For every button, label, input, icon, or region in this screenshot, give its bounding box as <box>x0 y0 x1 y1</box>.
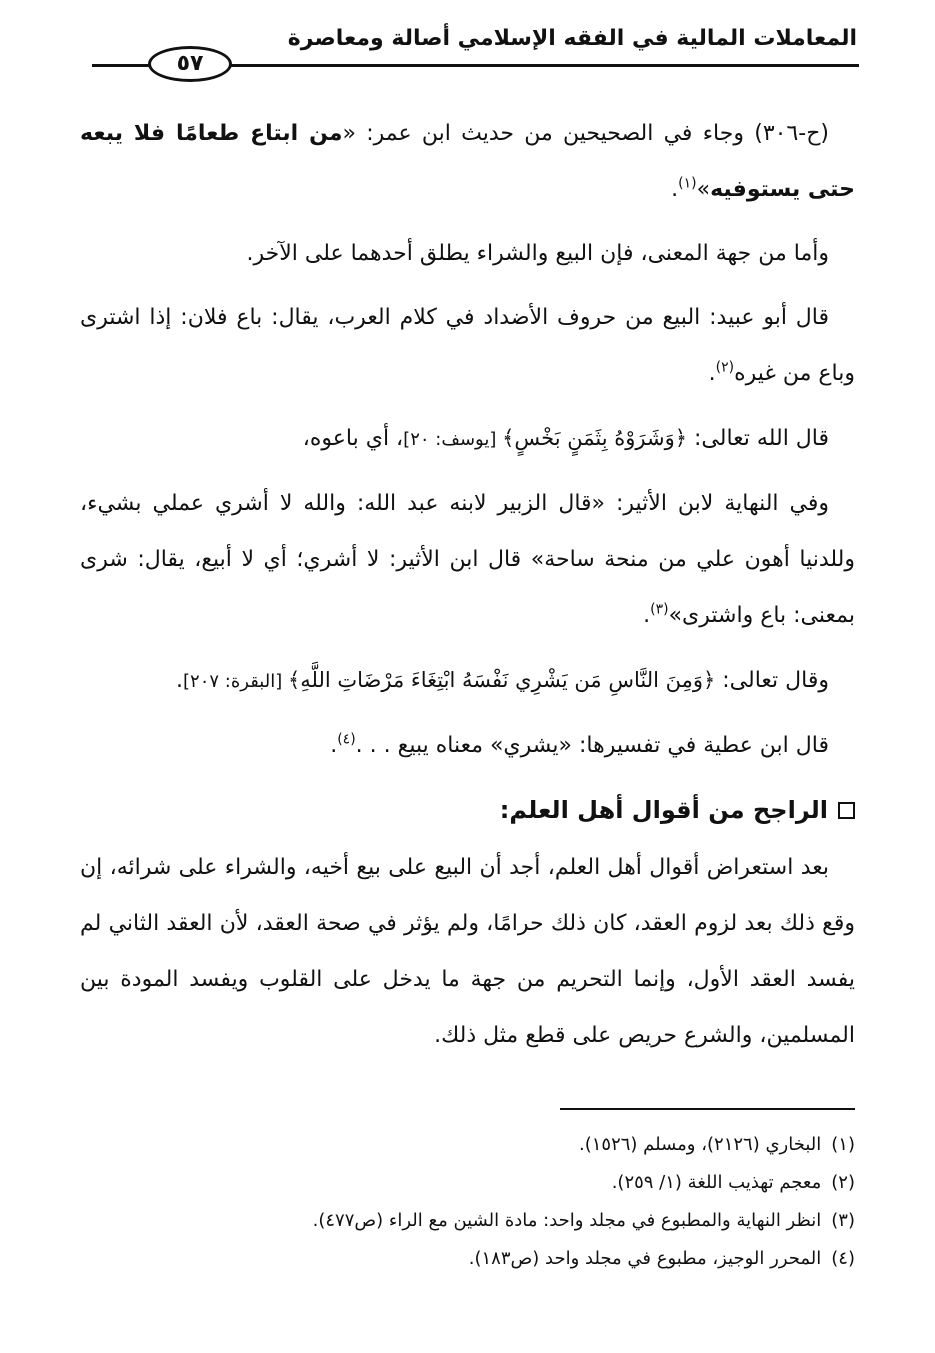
footnote-4 <box>80 1240 855 1278</box>
footnote-1 <box>80 1126 855 1164</box>
footnote-number: (١) <box>831 1134 855 1155</box>
footnote-number: (٢) <box>831 1172 855 1193</box>
footnote-text: انظر النهاية والمطبوع في مجلد واحد: مادة الشين مع الراء (ص٤٧٧). <box>312 1210 822 1231</box>
page-number: ٥٧ <box>148 46 232 82</box>
footnote-text: معجم تهذيب اللغة (١/ ٢٥٩). <box>611 1172 822 1193</box>
footnote-ref-4: (٤) <box>337 731 356 748</box>
footnote-number: (٣) <box>831 1210 855 1231</box>
footnote-2 <box>80 1164 855 1202</box>
p1-intro: (ح-٣٠٦) وجاء في الصحيحين من حديث ابن عمر: « <box>342 121 829 146</box>
paragraph-4 <box>80 410 855 468</box>
paragraph-8: بعد استعراض أقوال أهل العلم، أجد أن البيع على بيع أخيه، والشراء على شرائه، إن وقع ذلك بعد لزوم العقد، كان ذلك حرامًا، ولم يؤثر في صحة العقد، لأن العقد الثاني لم يفسد العقد الأول، وإنما التحريم من جهة ما يدخل على القلوب ويفسد المودة بين المسلمين، والشرع حريص على قطع مثل ذلك. <box>80 855 855 1048</box>
p6-intro: وقال تعالى: <box>715 668 829 693</box>
paragraph-2: وأما من جهة المعنى، فإن البيع والشراء يطلق أحدهما على الآخر. <box>246 241 829 266</box>
p1-hadith: من ابتاع طعامًا فلا يبعه حتى يستوفيه <box>80 121 855 202</box>
paragraph-6 <box>80 652 855 710</box>
footnote-number: (٤) <box>831 1248 855 1269</box>
footnote-3 <box>80 1202 855 1240</box>
square-bullet-icon <box>838 802 855 819</box>
p3-end: . <box>708 361 716 386</box>
running-title: المعاملات المالية في الفقه الإسلامي أصالة ومعاصرة <box>287 26 857 51</box>
paragraph-5 <box>80 476 855 644</box>
body-text <box>80 106 855 1072</box>
footnote-separator <box>560 1108 855 1110</box>
verse-reference-yusuf: [يوسف: ٢٠] <box>403 429 503 450</box>
p6-end: . <box>176 668 183 693</box>
paragraph-3 <box>80 290 855 402</box>
section-heading-text: الراجح من أقوال أهل العلم: <box>499 796 828 824</box>
footnote-text: المحرر الوجيز، مطبوع في مجلد واحد (ص١٨٣). <box>468 1248 822 1269</box>
p1-close-quote: » <box>696 177 711 202</box>
footnote-ref-1: (١) <box>678 175 697 192</box>
quran-verse-baqara: ﴿وَمِنَ النَّاسِ مَن يَشْرِي نَفْسَهُ ابْتِغَاءَ مَرْضَاتِ اللَّهِ﴾ <box>287 668 716 692</box>
footnote-text: البخاري (٢١٢٦)، ومسلم (١٥٢٦). <box>578 1134 822 1155</box>
footnote-ref-3: (٣) <box>650 601 669 618</box>
verse-reference-baqara: [البقرة: ٢٠٧] <box>183 671 288 692</box>
p3-text: قال أبو عبيد: البيع من حروف الأضداد في كلام العرب، يقال: باع فلان: إذا اشترى وباع من غيره <box>80 305 855 386</box>
footnote-ref-2: (٢) <box>715 359 735 376</box>
p5-text: وفي النهاية لابن الأثير: «قال الزبير لابنه عبد الله: والله لا أشري عملي بشيء، وللدنيا أهون علي من منحة ساحة» قال ابن الأثير: لا أشري؛ أي لا أبيع، يقال: شرى بمعنى: باع واشترى» <box>80 491 855 628</box>
footnotes <box>80 1126 855 1278</box>
p5-end: . <box>643 603 651 628</box>
section-heading <box>80 782 855 838</box>
p7-end: . <box>330 733 338 758</box>
p4-intro: قال الله تعالى: <box>687 426 829 451</box>
paragraph-7 <box>80 718 855 774</box>
p4-end: ، أي باعوه، <box>302 426 404 451</box>
quran-verse-yusuf: ﴿وَشَرَوْهُ بِثَمَنٍ بَخْسٍ﴾ <box>502 426 688 450</box>
p1-end: . <box>671 177 679 202</box>
p7-text: قال ابن عطية في تفسيرها: «يشري» معناه يبيع . . . <box>355 733 829 758</box>
paragraph-1 <box>80 106 855 218</box>
